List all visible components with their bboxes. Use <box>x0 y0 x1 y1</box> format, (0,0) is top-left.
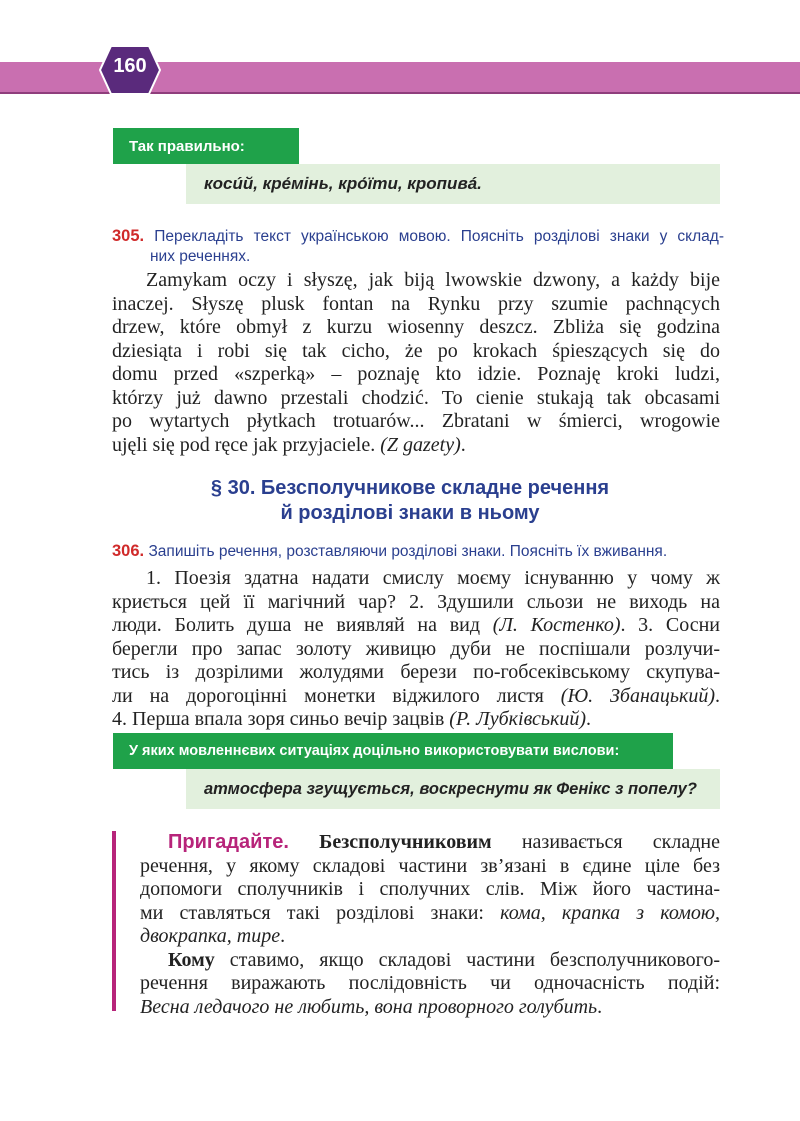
text-line: ли на дорогоцінні монетки віджилого листя (Ю. Збанацький). <box>112 684 720 707</box>
task-305-instruction: 305. Перекладіть текст українською мовою. Поясніть розділові знаки у склад- них реченнях. <box>112 227 725 265</box>
text-line: drzew, które obmył z kurzu wiosenny deszcz. Zbliża się godzina <box>112 316 720 338</box>
text-line: którzy już dawno przestali chodzić. To cienie stukają tak obcasami <box>112 386 720 409</box>
remember-label: Пригадайте. <box>168 831 289 853</box>
text-line: тись із дозрілими жолудями берези по-гобсеківському скупува- <box>112 661 720 683</box>
remember-bar <box>112 831 116 1011</box>
correct-words: косúй, кре́мінь, кро́їти, кропивá. <box>186 164 720 204</box>
text-line: берегли про запас золоту живицю дуби не поспішали розлучи- <box>112 637 720 660</box>
task-number: 305. <box>112 227 145 245</box>
text-line: Zamykam oczy i słyszę, jak biją lwowskie dzwony, a każdy bije <box>146 269 720 291</box>
speech-phrases: атмосфера згущується, воскреснути як Фенікс з попелу? <box>186 769 720 809</box>
speech-question-label: У яких мовленнєвих ситуаціях доцільно використовувати вислови: <box>113 733 673 769</box>
task-306-text <box>112 567 720 732</box>
text-line: po wytartych płytkach trotuarów... Zbratani w śmierci, wrogowie <box>112 410 720 432</box>
text-line: 4. Перша впала зоря синьо вечір зацвів (Р. Лубківський). <box>112 708 591 730</box>
text-line: 1. Поезія здатна надати смислу моєму існуванню у чому ж <box>146 567 720 589</box>
text-line: ujęli się pod ręce jak przyjaciele. (Z gazety). <box>112 433 466 456</box>
remember-text: Пригадайте. Безсполучниковим називається складне речення, у якому складові частини зв’язані в єдине ціле без допомоги сполучників і сполучних слів. Між його частина- ми ставляться такі розділові знаки: кома, крапка з комою, двокрапка, тире. Кому ставимо, якщо складові частини безсполучникового- речення виражають послідовність чи одночасність подій: Весна ледачого не любить, вона проворного голубить. <box>140 831 720 1018</box>
correct-label: Так правильно: <box>113 128 299 164</box>
task-number: 306. <box>112 542 145 560</box>
source: (Ю. Збанацький) <box>560 684 715 707</box>
source: (Z gazety) <box>380 433 461 456</box>
section-title: § 30. Безсполучникове складне речення й розділові знаки в ньому <box>210 477 610 524</box>
text-line: domu przed «szperką» – poznaję kto idzie. Poznaję kroki ludzi, <box>112 363 720 385</box>
source: (Р. Лубківський) <box>449 708 586 730</box>
text-line: inaczej. Słyszę plusk fontan na Rynku przy szumie pachnących <box>112 292 720 315</box>
text-line: криється цей її магічний чар? 2. Здушили сльози не виходь на <box>112 590 720 613</box>
source: (Л. Костенко) <box>492 614 621 636</box>
example: Весна ледачого не любить, вона проворного голубить <box>140 995 598 1018</box>
text-line: dziesiąta i robi się tak cicho, że po krokach śpieszących się do <box>112 339 720 362</box>
task-305-text <box>112 269 720 457</box>
task-306-instruction: 306. Запишіть речення, розставляючи розділові знаки. Поясніть їх вживання. <box>112 542 668 560</box>
text-line: люди. Болить душа не виявляй на вид (Л. Костенко). 3. Сосни <box>112 614 720 636</box>
page-number: 160 <box>113 55 147 77</box>
